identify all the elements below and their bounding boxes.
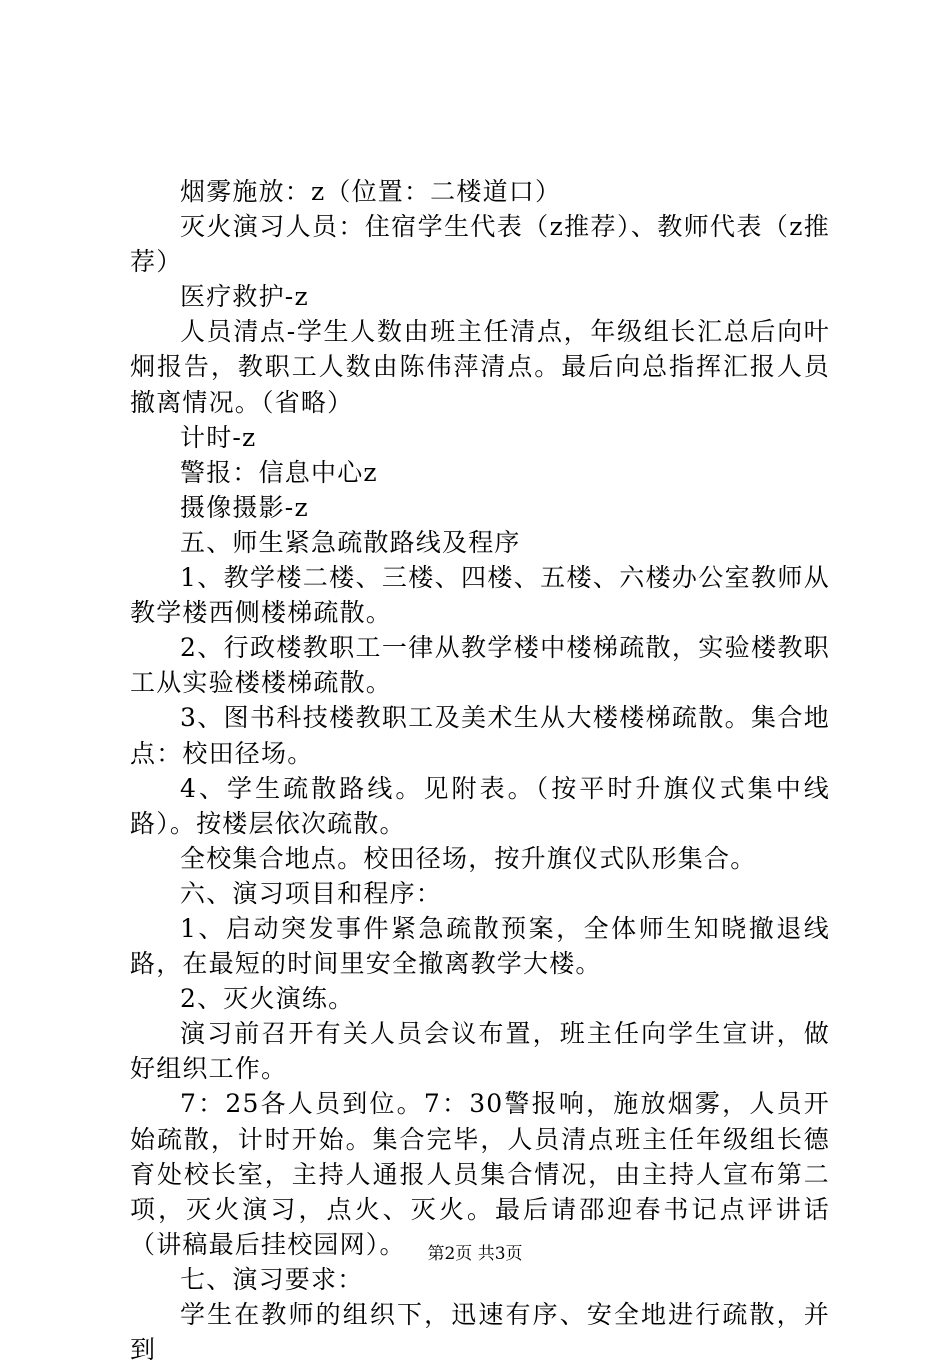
paragraph: 1、教学楼二楼、三楼、四楼、五楼、六楼办公室教师从教学楼西侧楼梯疏散。 [130, 563, 830, 628]
paragraph: 烟雾施放：z（位置：二楼道口） [180, 177, 562, 206]
paragraph: 3、图书科技楼教职工及美术生从大楼楼梯疏散。集合地点：校田径场。 [130, 703, 830, 768]
paragraph: 计时-z [180, 422, 257, 452]
paragraph: 七、演习要求： [180, 1264, 364, 1294]
page-footer: 第2页 共3页 [427, 1244, 523, 1264]
paragraph: 六、演习项目和程序： [180, 878, 443, 908]
paragraph: 灭火演习人员：住宿学生代表（z推荐）、教师代表（z推荐） [130, 212, 830, 277]
paragraph: 五、师生紧急疏散路线及程序 [180, 527, 521, 557]
paragraph: 警报：信息中心z [180, 457, 378, 487]
paragraph: 人员清点-学生人数由班主任清点，年级组长汇总后向叶炯报告，教职工人数由陈伟萍清点。最后向总指挥汇报人员撤离情况。（省略） [130, 317, 830, 417]
paragraph: 演习前召开有关人员会议布置，班主任向学生宣讲，做好组织工作。 [130, 1019, 830, 1084]
paragraph: 学生在教师的组织下，迅速有序、安全地进行疏散，并到 [130, 1300, 830, 1365]
paragraph: 2、行政楼教职工一律从教学楼中楼梯疏散，实验楼教职工从实验楼楼梯疏散。 [130, 633, 830, 698]
paragraph: 医疗救护-z [180, 282, 309, 312]
paragraph: 全校集合地点。校田径场，按升旗仪式队形集合。 [180, 843, 757, 873]
paragraph: 1、启动突发事件紧急疏散预案，全体师生知晓撤退线路，在最短的时间里安全撤离教学大楼。 [130, 913, 830, 979]
paragraph: 7：25各人员到位。7：30警报响，施放烟雾，人员开始疏散，计时开始。集合完毕，人员清点班主任年级组长德育处校长室，主持人通报人员集合情况，由主持人宣布第二项，灭火演习，点火、灭火。最后请邵迎春书记点评讲话（讲稿最后挂校园网）。 [130, 1089, 830, 1259]
paragraph: 摄像摄影-z [180, 492, 309, 522]
paragraph: 2、灭火演练。 [180, 984, 355, 1014]
document-body [130, 174, 830, 1367]
paragraph: 4、学生疏散路线。见附表。（按平时升旗仪式集中线路）。按楼层依次疏散。 [130, 773, 830, 838]
